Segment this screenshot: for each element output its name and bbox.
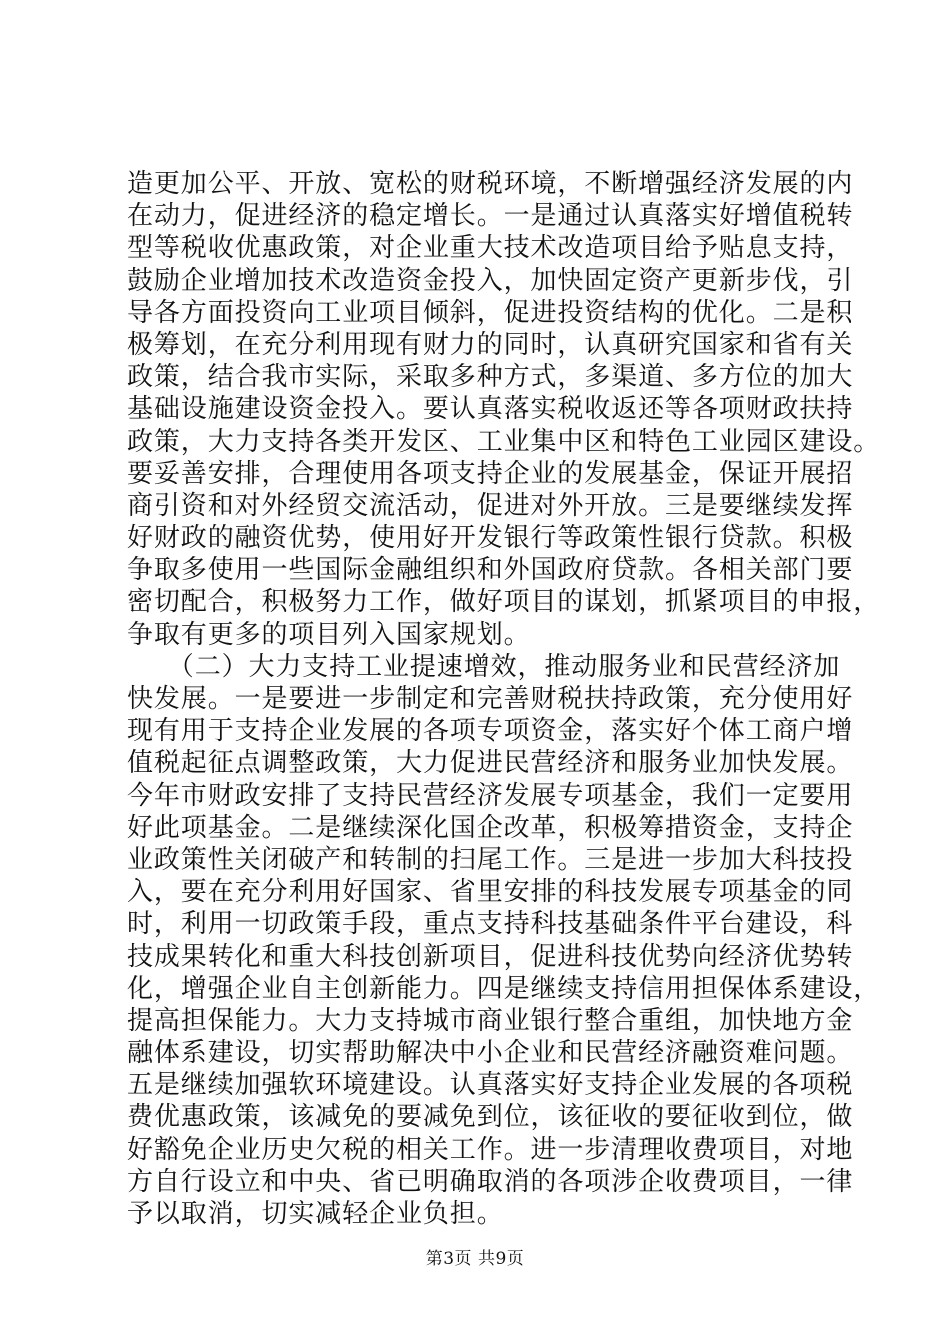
- text-line: 融体系建设，切实帮助解决中小企业和民营经济融资难问题。: [127, 1038, 854, 1069]
- body-text: [127, 168, 881, 1230]
- text-line: 好此项基金。二是继续深化国企改革，积极筹措资金，支持企: [127, 812, 854, 843]
- text-line: 导各方面投资向工业项目倾斜，促进投资结构的优化。二是积: [127, 297, 854, 328]
- text-line: 技成果转化和重大科技创新项目，促进科技优势向经济优势转: [127, 941, 854, 972]
- text-line: 予以取消，切实减轻企业负担。: [127, 1199, 504, 1229]
- text-line: 快发展。一是要进一步制定和完善财税扶持政策，充分使用好: [127, 684, 854, 714]
- text-line: 极筹划，在充分利用现有财力的同时，认真研究国家和省有关: [127, 329, 854, 360]
- text-line: 政策，结合我市实际，采取多种方式，多渠道、多方位的加大: [127, 362, 854, 393]
- text-line: 提高担保能力。大力支持城市商业银行整合重组，加快地方金: [127, 1005, 854, 1036]
- text-line: （二）大力支持工业提速增效，推动服务业和民营经济加: [127, 651, 841, 682]
- text-line: 今年市财政安排了支持民营经济发展专项基金，我们一定要用: [127, 780, 854, 811]
- text-line: 要妥善安排，合理使用各项支持企业的发展基金，保证开展招: [127, 458, 854, 489]
- text-line: 在动力，促进经济的稳定增长。一是通过认真落实好增值税转: [127, 201, 854, 232]
- text-line: 商引资和对外经贸交流活动，促进对外开放。三是要继续发挥: [127, 490, 854, 521]
- text-line: 现有用于支持企业发展的各项专项资金，落实好个体工商户增: [127, 716, 854, 747]
- text-line: 入，要在充分利用好国家、省里安排的科技发展专项基金的同: [127, 877, 854, 908]
- text-line: 争取多使用一些国际金融组织和外国政府贷款。各相关部门要: [127, 555, 854, 586]
- text-line: 型等税收优惠政策，对企业重大技术改造项目给予贴息支持，: [127, 233, 854, 264]
- text-line: 政策，大力支持各类开发区、工业集中区和特色工业园区建设。: [127, 426, 881, 457]
- text-line: 费优惠政策，该减免的要减免到位，该征收的要征收到位，做: [127, 1102, 854, 1133]
- page-number-footer: 第3页 共9页: [425, 1249, 525, 1269]
- text-line: 争取有更多的项目列入国家规划。: [127, 619, 531, 650]
- text-line: 好财政的融资优势，使用好开发银行等政策性银行贷款。积极: [127, 523, 854, 554]
- text-line: 时，利用一切政策手段，重点支持科技基础条件平台建设，科: [127, 909, 854, 940]
- text-line: 方自行设立和中央、省已明确取消的各项涉企收费项目，一律: [127, 1166, 854, 1197]
- text-line: 值税起征点调整政策，大力促进民营经济和服务业加快发展。: [127, 748, 854, 779]
- text-line: 密切配合，积极努力工作，做好项目的谋划，抓紧项目的申报，: [127, 587, 881, 618]
- text-line: 化，增强企业自主创新能力。四是继续支持信用担保体系建设，: [127, 973, 881, 1004]
- text-line: 业政策性关闭破产和转制的扫尾工作。三是进一步加大科技投: [127, 844, 854, 875]
- text-line: 鼓励企业增加技术改造资金投入，加快固定资产更新步伐，引: [127, 265, 854, 296]
- text-line: 造更加公平、开放、宽松的财税环境，不断增强经济发展的内: [127, 169, 854, 199]
- text-line: 好豁免企业历史欠税的相关工作。进一步清理收费项目，对地: [127, 1134, 854, 1165]
- text-line: 基础设施建设资金投入。要认真落实税收返还等各项财政扶持: [127, 394, 854, 425]
- text-line: 五是继续加强软环境建设。认真落实好支持企业发展的各项税: [127, 1070, 854, 1101]
